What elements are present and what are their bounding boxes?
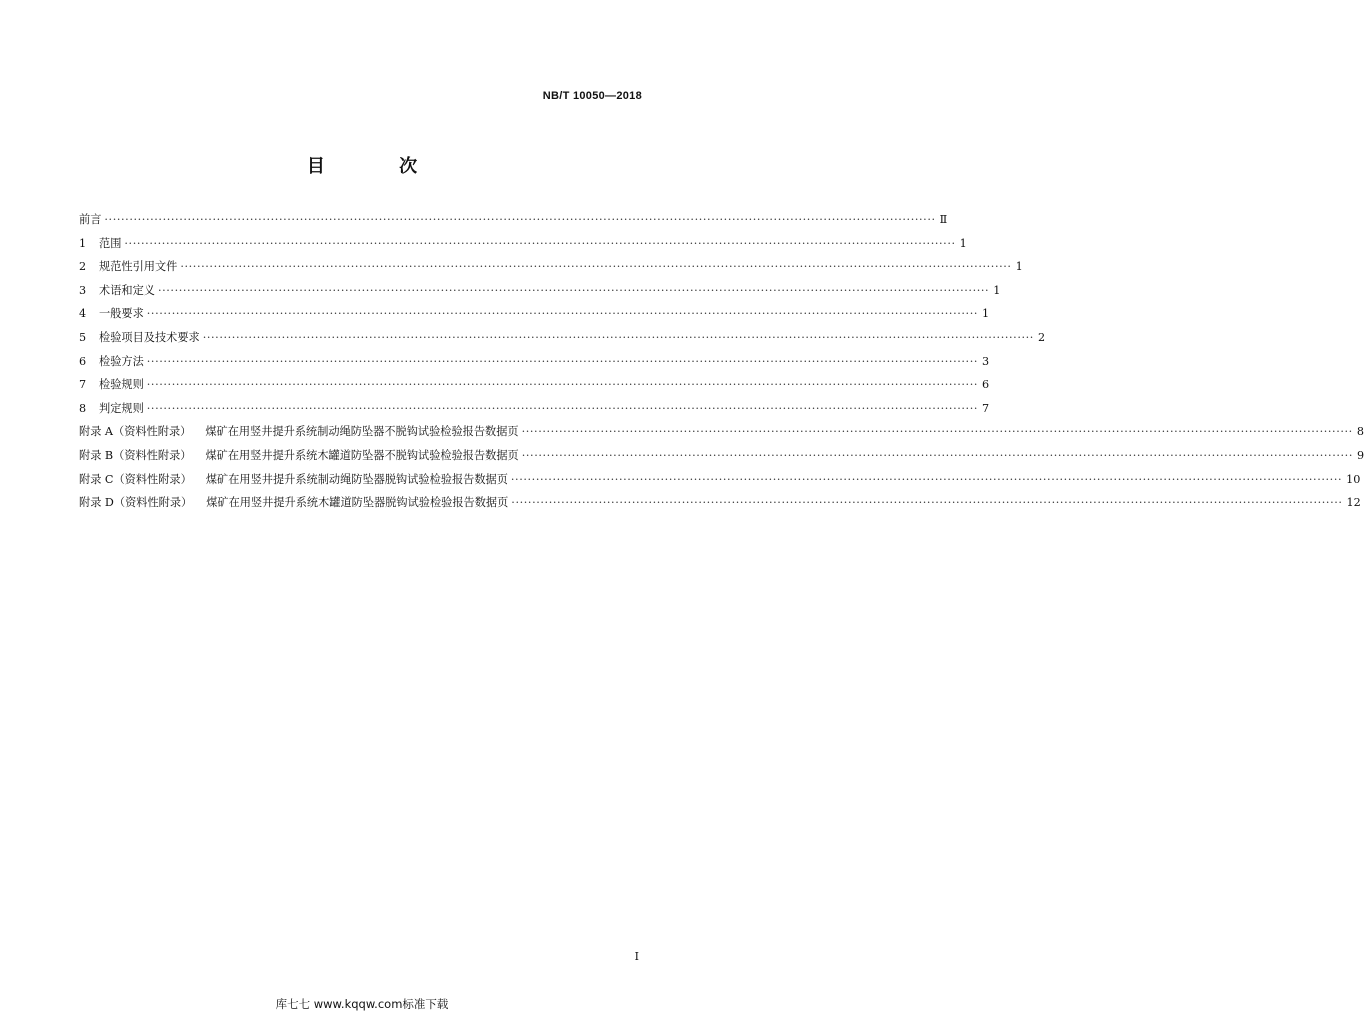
- toc-entry[interactable]: [79, 373, 990, 397]
- toc-entry-page: 1: [993, 283, 1001, 297]
- toc-entry-title: 术语和定义: [99, 283, 155, 297]
- toc-entry-title: 附录 B（资料性附录）: [79, 448, 192, 462]
- toc-leader-dots: ········································································································································································································: [146, 354, 979, 368]
- toc-entry-label: [79, 232, 124, 256]
- toc-entry-title: 范围: [99, 236, 122, 250]
- toc-entry-subtitle: 煤矿在用竖井提升系统木罐道防坠器脱钩试验检验报告数据页: [206, 496, 509, 510]
- toc-entry-label: [79, 397, 147, 421]
- toc-leader-dots: ········································································································································································································: [510, 472, 1343, 486]
- toc-entry-subtitle: 煤矿在用竖井提升系统制动绳防坠器脱钩试验检验报告数据页: [205, 472, 508, 486]
- toc-leader-dots: ········································································································································································································: [146, 307, 979, 321]
- toc-entry-title: 前言: [79, 213, 102, 226]
- toc-entry-number: 6: [79, 354, 87, 368]
- toc-entry-page: Ⅱ: [939, 213, 948, 226]
- footer-watermark: 库七七 www.kqqw.com标准下载: [275, 997, 449, 1011]
- page-number: I: [634, 950, 639, 963]
- toc-entry-page: 7: [982, 401, 990, 415]
- toc-entry-subtitle: 煤矿在用竖井提升系统木罐道防坠器不脱钩试验检验报告数据页: [205, 448, 519, 462]
- toc-entry[interactable]: [79, 397, 990, 421]
- toc-leader-dots: ········································································································································································································: [511, 496, 1343, 510]
- toc-entry-label: [79, 444, 522, 468]
- toc-entry-page: 3: [982, 354, 990, 368]
- toc-leader-dots: ········································································································································································································: [124, 236, 956, 250]
- toc-entry-number: 1: [79, 236, 87, 250]
- toc-entry[interactable]: [79, 232, 967, 256]
- toc-entry-title: 检验规则: [99, 378, 144, 392]
- toc-entry-number: 7: [79, 378, 87, 392]
- toc-entry-title: 检验项目及技术要求: [99, 330, 200, 344]
- toc-entry-label: [79, 302, 147, 326]
- toc-leader-dots: ········································································································································································································: [521, 448, 1353, 462]
- toc-entry-label: [79, 279, 158, 303]
- toc-leader-dots: ········································································································································································································: [180, 260, 1012, 274]
- toc-leader-dots: ········································································································································································································: [202, 330, 1034, 344]
- toc-entry-number: 3: [79, 283, 87, 297]
- toc-entry-number: 4: [79, 307, 87, 321]
- toc-entry-title: 一般要求: [99, 307, 144, 321]
- page-title: 目 次: [306, 156, 452, 177]
- toc-entry-title: 检验方法: [99, 354, 144, 368]
- toc-entry-label: [79, 326, 203, 350]
- toc-entry-page: 1: [959, 236, 967, 250]
- toc-entry-title: 判定规则: [99, 401, 144, 415]
- toc-entry[interactable]: [79, 208, 948, 232]
- toc-entry-page: 2: [1037, 330, 1046, 344]
- toc-entry-title: 附录 C（资料性附录）: [79, 472, 192, 486]
- toc-entry-label: [79, 468, 511, 492]
- toc-leader-dots: ········································································································································································································: [146, 378, 979, 392]
- toc-entry-number: 5: [79, 330, 87, 344]
- toc-entry-label: [79, 255, 180, 279]
- toc-entry-label: [79, 208, 104, 232]
- toc-entry[interactable]: [79, 420, 1364, 444]
- toc-entry-label: [79, 420, 522, 444]
- toc-entry-page: 8: [1356, 425, 1364, 439]
- toc-entry[interactable]: [79, 468, 1361, 492]
- toc-entry-title: 规范性引用文件: [99, 260, 178, 274]
- toc-entry[interactable]: [79, 350, 990, 374]
- toc-entry-subtitle: 煤矿在用竖井提升系统制动绳防坠器不脱钩试验检验报告数据页: [205, 425, 519, 439]
- toc-leader-dots: ········································································································································································································: [521, 425, 1353, 439]
- toc-entry-number: 2: [79, 260, 87, 274]
- toc-entry-label: [79, 373, 147, 397]
- toc-entry-label: [79, 350, 147, 374]
- toc-entry[interactable]: [79, 255, 1023, 279]
- standard-code: NB/T 10050—2018: [542, 90, 642, 102]
- toc-entry-page: 9: [1356, 448, 1364, 462]
- toc-entry[interactable]: [79, 279, 1001, 303]
- toc-leader-dots: ········································································································································································································: [146, 401, 979, 415]
- toc-entry-page: 1: [982, 307, 990, 321]
- toc-entry-page: 1: [1015, 260, 1023, 274]
- toc-entry-label: [79, 491, 511, 515]
- toc-entry[interactable]: [79, 302, 990, 326]
- toc-entry-title: 附录 A（资料性附录）: [79, 425, 192, 439]
- table-of-contents: [79, 208, 1364, 515]
- toc-entry-title: 附录 D（资料性附录）: [79, 496, 193, 510]
- toc-entry[interactable]: [79, 491, 1361, 515]
- toc-entry[interactable]: [79, 326, 1046, 350]
- toc-entry[interactable]: [79, 444, 1364, 468]
- toc-entry-page: 6: [982, 378, 990, 392]
- toc-entry-page: 10: [1346, 472, 1361, 486]
- toc-entry-page: 12: [1346, 496, 1361, 510]
- toc-entry-number: 8: [79, 401, 87, 415]
- toc-leader-dots: ········································································································································································································: [104, 213, 936, 226]
- toc-leader-dots: ········································································································································································································: [157, 283, 990, 297]
